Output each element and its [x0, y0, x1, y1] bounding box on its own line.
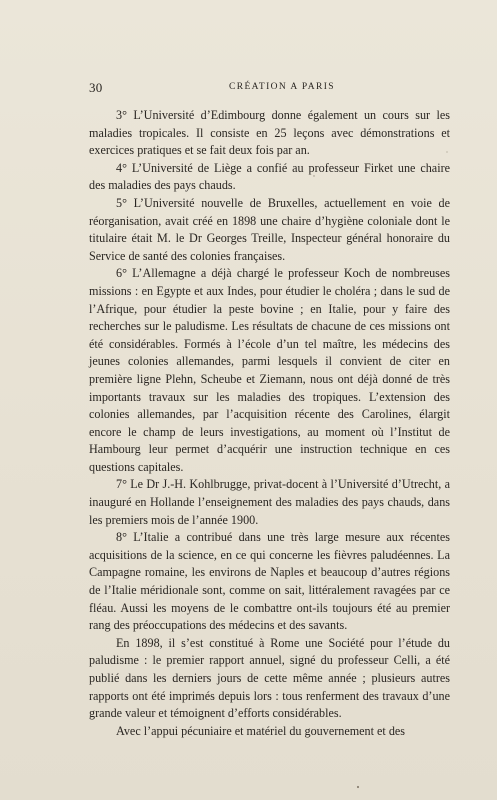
paragraph-societe-rome: En 1898, il s’est constitué à Rome une Société pour l’étude du paludisme : le premier rapport annuel, signé du professeur Celli, a été publié dans les derniers jours de cette même année ; plusieurs autres rapports ont été imprimés depuis lors : tous renferment des travaux d’une grande valeur et témoignent d’efforts considérables. [89, 635, 450, 721]
paragraph-allemagne: 6° L’Allemagne a déjà chargé le professeur Koch de nombreuses missions : en Egypte et aux Indes, pour étudier le choléra ; dans le sud de l’Afrique, pour étudier la peste bovine ; en Italie, pour y faire des recherches sur le paludisme. Les résultats de chacune de ces missions ont été considérables. Formés à l’école d’un tel maître, les médecins des jeunes colonies allemandes, parmi lesquels il convient de citer en première ligne Plehn, Scheube et Ziemann, nous ont déjà donné de très importants travaux sur les maladies des tropiques. L’extension des colonies allemandes, par l’acquisition récente des Carolines, élargit encore le champ de leurs investigations, au moment où l’Institut de Hambourg leur permet d’acquérir une instruction technique en ces questions capitales. [89, 266, 450, 474]
body-text [89, 107, 450, 740]
paragraph-liege: 4° L’Université de Liège a confié au professeur Firket une chaire des maladies des pays chauds. [89, 160, 450, 193]
paragraph-italie: 8° L’Italie a contribué dans une très large mesure aux récentes acquisitions de la science, en ce qui concerne les fièvres paludéennes. La Campagne romaine, les environs de Naples et beaucoup d’autres régions de l’Italie méridionale sont, comme on sait, littéralement ravagées par ce fléau. Aussi les moyens de le combattre ont-ils toujours été au premier rang des préoccupations des médecins et des savants. [89, 530, 450, 633]
paragraph-hollande: 7° Le Dr J.-H. Kohlbrugge, privat-docent à l’Université d’Utrecht, a inauguré en Hollande l’enseignement des maladies des pays chauds, dans les premiers mois de l’année 1900. [89, 477, 450, 527]
page-header [89, 80, 449, 96]
paragraph-bruxelles: 5° L’Université nouvelle de Bruxelles, actuellement en voie de réorganisation, avait créé en 1898 une chaire d’hygiène coloniale dont le titulaire était M. le Dr Georges Treille, Inspecteur général honoraire du Service de santé des colonies françaises. [89, 195, 450, 263]
paper-speck [357, 786, 359, 788]
paragraph-edinburgh: 3° L’Université d’Edimbourg donne également un cours sur les maladies tropicales. Il consiste en 25 leçons avec démonstrations et exercices pratiques et se fait deux fois par an. [89, 108, 450, 158]
paragraph-appui: Avec l’appui pécuniaire et matériel du gouvernement et des [116, 723, 406, 738]
page-number: 30 [89, 80, 103, 95]
running-title: CRÉATION A PARIS [229, 82, 335, 92]
